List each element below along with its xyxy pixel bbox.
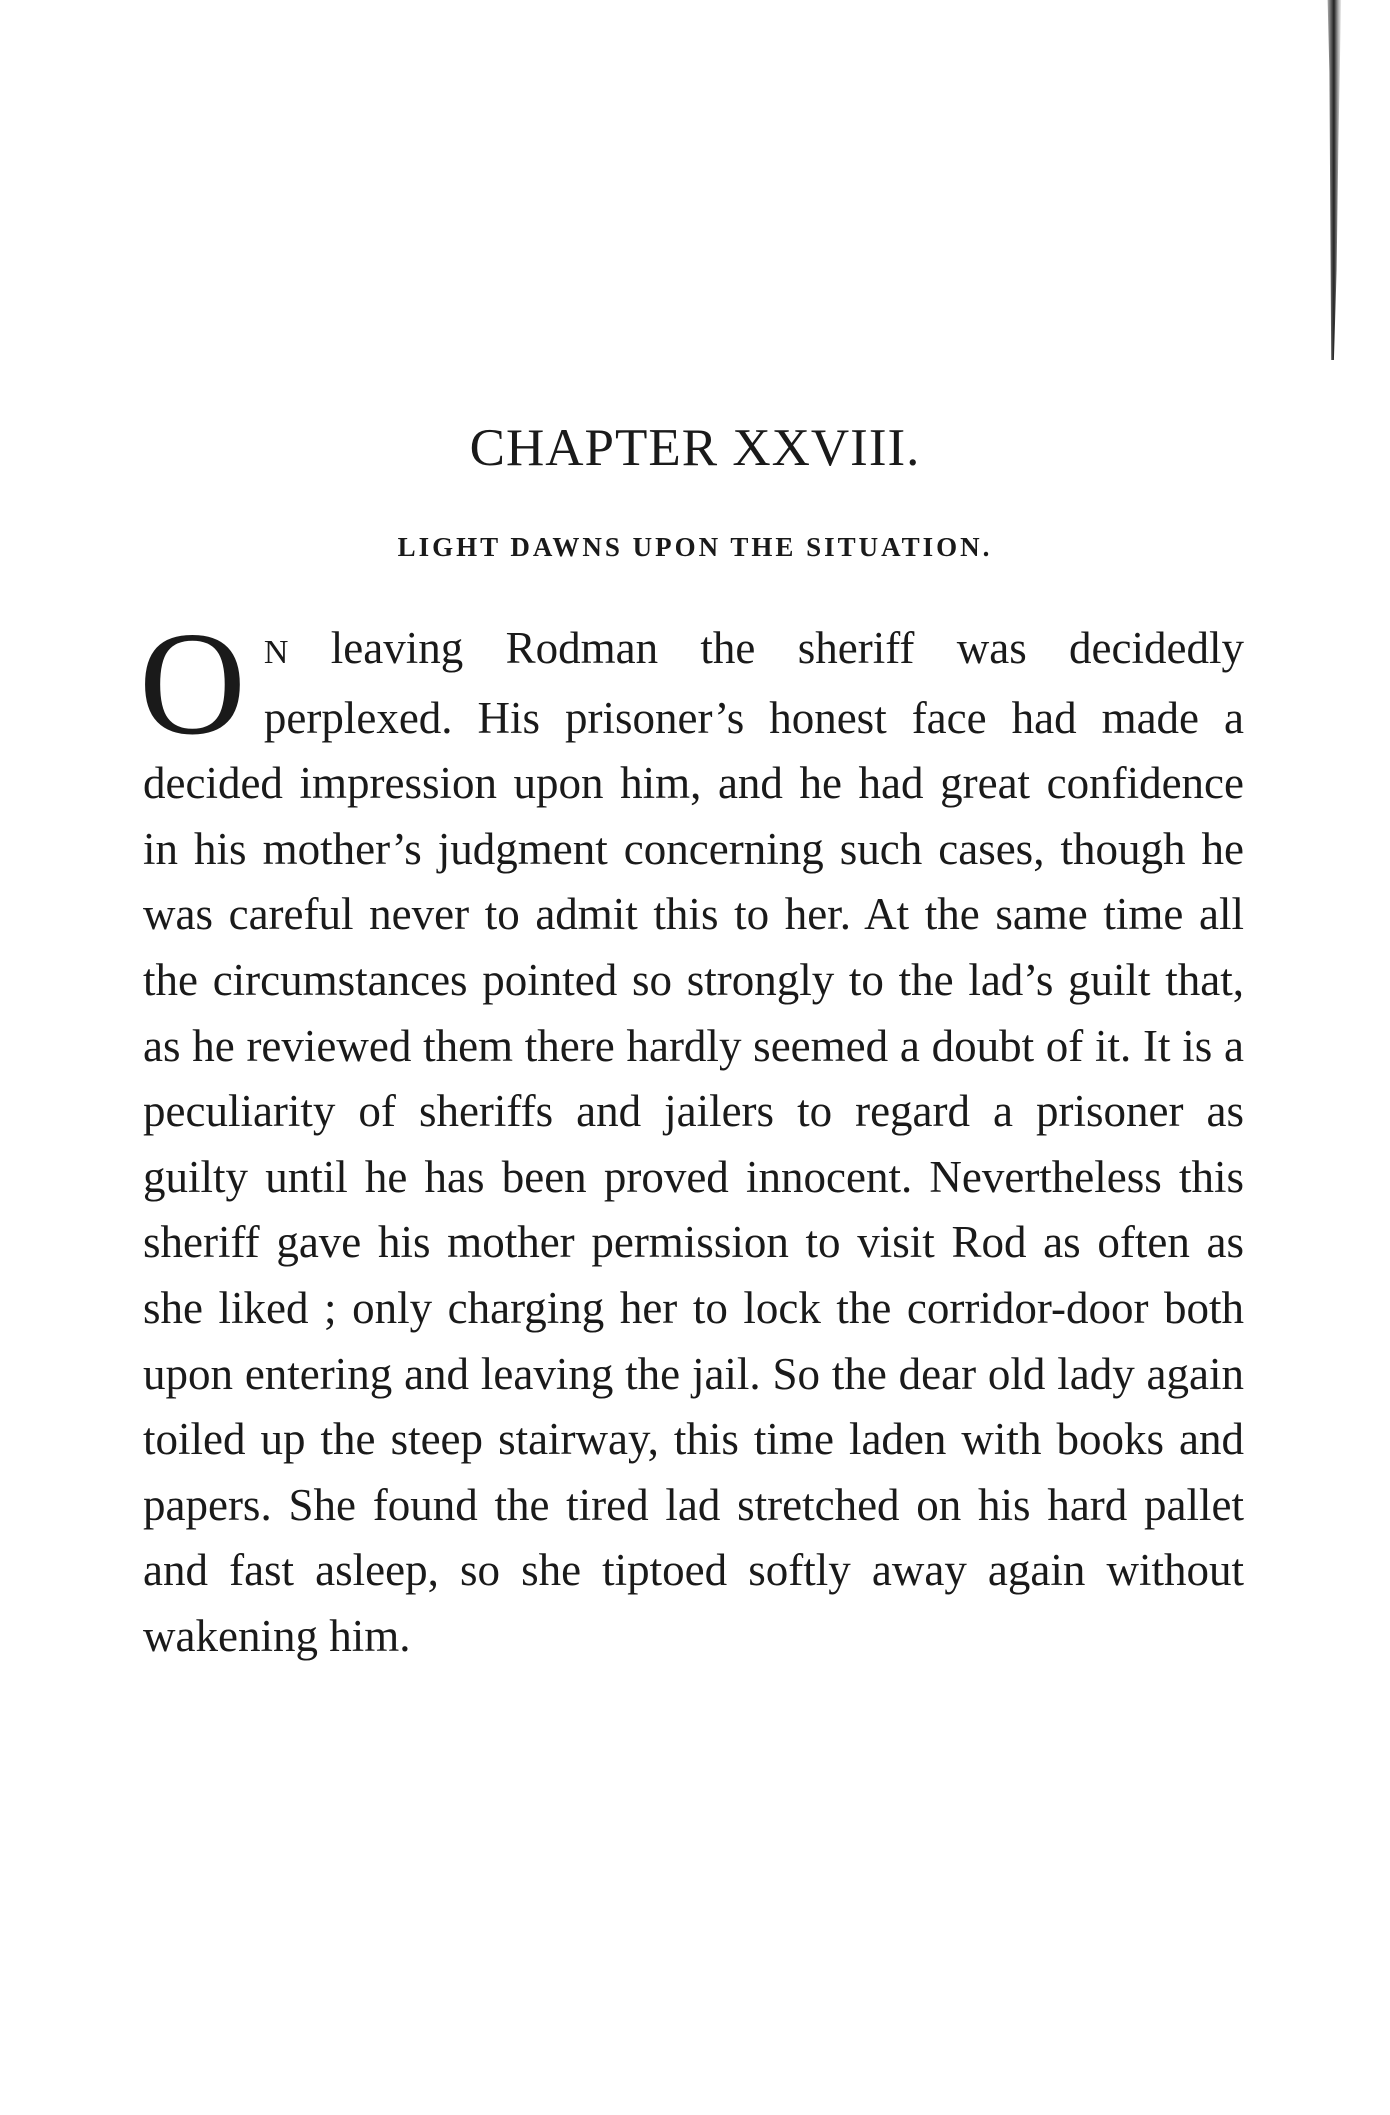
drop-cap-letter: O: [139, 602, 246, 766]
paragraph-text: leaving Rodman the sheriff was decidedly perplexed. His prisoner’s honest face had made a decided impression upon him, and he had great confidence in his mother’s judgment concerning such cases, though he was careful never to admit this to her. At the same time all the circumstances pointed so strongly to the lad’s guilt that, as he reviewed them there hardly seemed a doubt of it. It is a peculiarity of sheriffs and jailers to regard a prisoner as guilty until he has been proved innocent. Nevertheless this sheriff gave his mother permission to visit Rod as often as she liked ; only charging her to lock the corridor-door both upon entering and leaving the jail. So the dear old lady again toiled up the steep stairway, this time laden with books and papers. She found the tired lad stretched on his hard pallet and fast asleep, so she tiptoed softly away again without wakening him.: [143, 623, 1244, 1661]
page-binding-shadow: [1324, 0, 1342, 360]
chapter-body-paragraph: [139, 602, 1244, 1670]
chapter-title: CHAPTER XXVIII.: [469, 419, 921, 477]
lead-letter: N: [263, 634, 289, 671]
chapter-subtitle: LIGHT DAWNS UPON THE SITUATION.: [397, 532, 993, 562]
